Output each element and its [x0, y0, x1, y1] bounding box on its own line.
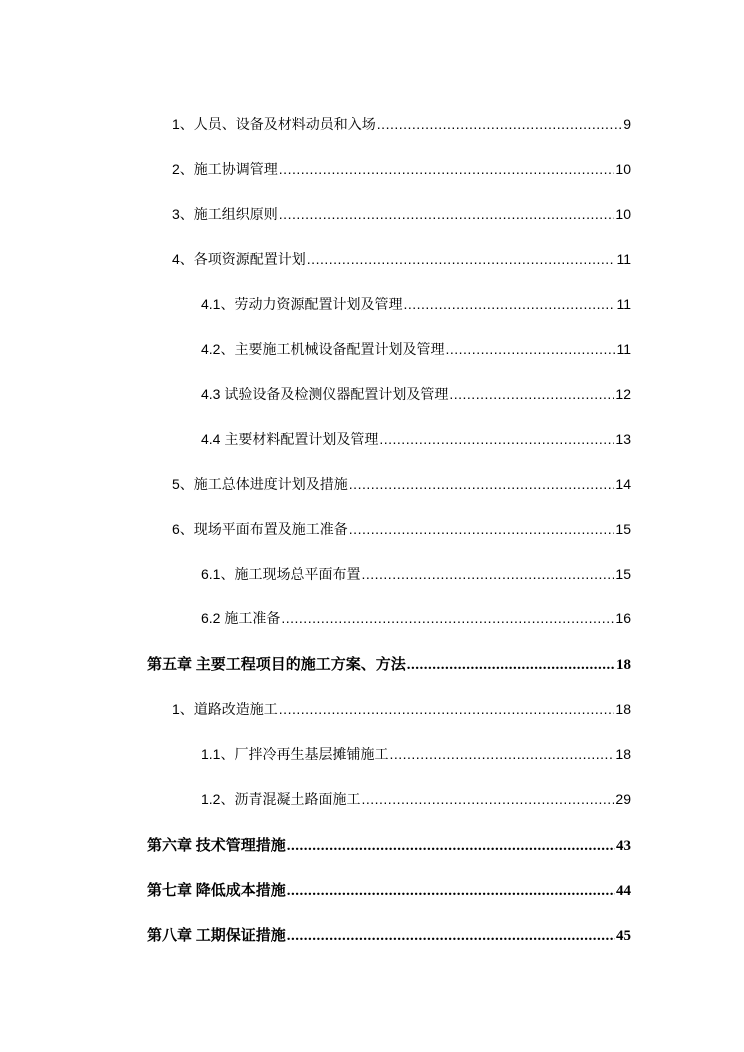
toc-entry-title: 6.2 施工准备: [201, 610, 281, 626]
toc-entry[interactable]: [201, 744, 631, 764]
toc-dot-leader: [407, 657, 615, 674]
toc-dot-leader: [403, 296, 615, 312]
toc-entry[interactable]: [201, 608, 631, 628]
toc-entry[interactable]: [172, 249, 631, 269]
toc-page-number: 45: [616, 928, 631, 944]
toc-entry-title: 1.1、厂拌冷再生基层摊铺施工: [201, 746, 389, 762]
toc-page-number: 11: [616, 296, 631, 312]
toc-entry[interactable]: [201, 564, 631, 584]
toc-entry-title: 1、人员、设备及材料动员和入场: [172, 116, 376, 132]
toc-dot-leader: [361, 791, 614, 807]
toc-entry[interactable]: [172, 474, 631, 494]
toc-page-number: 43: [616, 838, 631, 854]
toc-entry-title: 4.3 试验设备及检测仪器配置计划及管理: [201, 386, 449, 402]
toc-entry-title: 6、现场平面布置及施工准备: [172, 521, 348, 537]
toc-entry[interactable]: [172, 204, 631, 224]
toc-page-number: 13: [615, 431, 631, 447]
toc-dot-leader: [379, 431, 614, 447]
toc-page-number: 11: [616, 251, 631, 267]
toc-page-number: 10: [615, 206, 631, 222]
toc-page-number: 14: [615, 476, 631, 492]
toc-dot-leader: [377, 116, 622, 132]
toc-dot-leader: [287, 883, 615, 900]
toc-page-number: 29: [615, 791, 631, 807]
toc-page-number: 16: [615, 610, 631, 626]
toc-dot-leader: [349, 476, 615, 492]
toc-entry-title: 第七章 降低成本措施: [147, 883, 286, 899]
toc-dot-leader: [361, 566, 614, 582]
toc-dot-leader: [279, 161, 615, 177]
toc-entry[interactable]: [201, 339, 631, 359]
toc-page-number: 18: [615, 701, 631, 717]
toc-dot-leader: [445, 341, 615, 357]
toc-entry-title: 6.1、施工现场总平面布置: [201, 566, 361, 582]
toc-entry-title: 3、施工组织原则: [172, 206, 278, 222]
toc-chapter-entry[interactable]: [147, 879, 631, 900]
toc-page-number: 18: [616, 657, 631, 673]
toc-entry-title: 4.4 主要材料配置计划及管理: [201, 431, 379, 447]
toc-entry-title: 1.2、沥青混凝土路面施工: [201, 791, 361, 807]
toc-chapter-entry[interactable]: [147, 834, 631, 855]
toc-dot-leader: [279, 701, 615, 717]
toc-dot-leader: [389, 746, 614, 762]
toc-dot-leader: [281, 610, 614, 626]
toc-page-number: 9: [623, 116, 631, 132]
toc-entry-title: 5、施工总体进度计划及措施: [172, 476, 348, 492]
toc-entry[interactable]: [172, 519, 631, 539]
toc-entry[interactable]: [172, 114, 631, 134]
toc-entry[interactable]: [201, 789, 631, 809]
toc-entry-title: 1、道路改造施工: [172, 701, 278, 717]
toc-page-number: 12: [615, 386, 631, 402]
toc-entry[interactable]: [201, 384, 631, 404]
toc-dot-leader: [307, 251, 616, 267]
toc-entry-title: 4.2、主要施工机械设备配置计划及管理: [201, 341, 445, 357]
toc-chapter-entry[interactable]: [147, 653, 631, 674]
toc-entry[interactable]: [201, 294, 631, 314]
toc-page-number: 15: [615, 521, 631, 537]
toc-dot-leader: [287, 838, 615, 855]
toc-dot-leader: [349, 521, 615, 537]
toc-entry-title: 第五章 主要工程项目的施工方案、方法: [147, 657, 406, 673]
toc-entry-title: 第六章 技术管理措施: [147, 838, 286, 854]
toc-entry-title: 2、施工协调管理: [172, 161, 278, 177]
toc-chapter-entry[interactable]: [147, 924, 631, 945]
toc-entry-title: 第八章 工期保证措施: [147, 928, 286, 944]
toc-entry-title: 4、各项资源配置计划: [172, 251, 306, 267]
toc-page-number: 11: [616, 341, 631, 357]
toc-dot-leader: [449, 386, 614, 402]
toc-entry[interactable]: [201, 429, 631, 449]
toc-page-number: 44: [616, 883, 631, 899]
toc-dot-leader: [279, 206, 615, 222]
toc-page-number: 18: [615, 746, 631, 762]
toc-page-number: 10: [615, 161, 631, 177]
toc-dot-leader: [287, 928, 615, 945]
toc-entry-title: 4.1、劳动力资源配置计划及管理: [201, 296, 403, 312]
toc-page-number: 15: [615, 566, 631, 582]
toc-entry[interactable]: [172, 699, 631, 719]
toc-entry[interactable]: [172, 159, 631, 179]
